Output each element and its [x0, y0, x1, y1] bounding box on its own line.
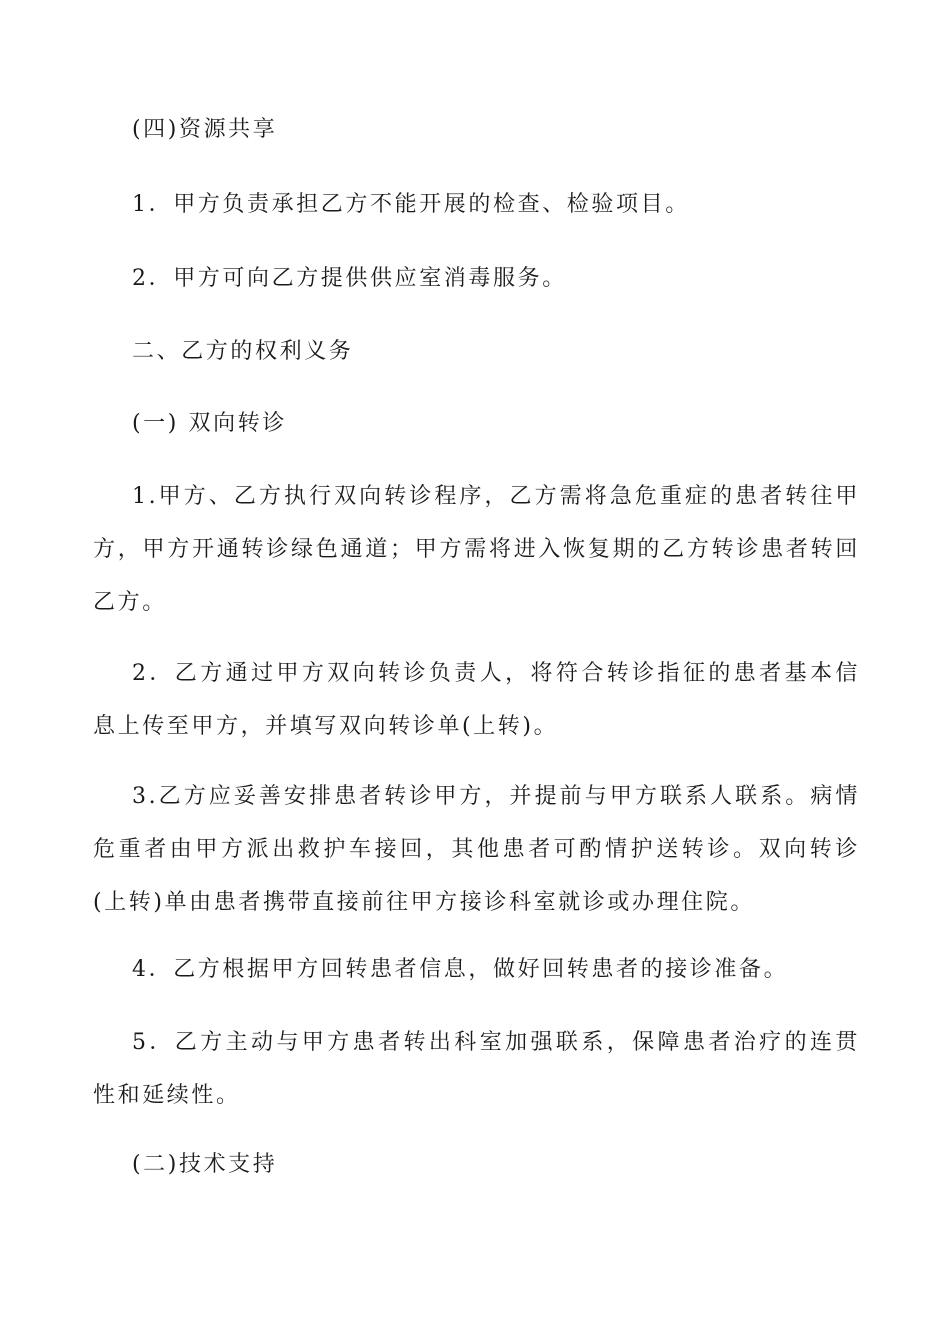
paragraph-referral-3: 3.乙方应妥善安排患者转诊甲方，并提前与甲方联系人联系。病情危重者由甲方派出救护车接回，其他患者可酌情护送转诊。双向转诊(上转)单由患者携带直接前往甲方接诊科室就诊或办理住院。	[93, 784, 860, 915]
paragraph-referral-1: 1.甲方、乙方执行双向转诊程序，乙方需将急危重症的患者转往甲方，甲方开通转诊绿色通道；甲方需将进入恢复期的乙方转诊患者转回乙方。	[93, 484, 860, 615]
paragraph-item-2: 2．甲方可向乙方提供供应室消毒服务。	[132, 266, 567, 291]
paragraph-referral-5: 5．乙方主动与甲方患者转出科室加强联系，保障患者治疗的连贯性和延续性。	[93, 1030, 860, 1108]
section-heading-party-b-rights: 二、乙方的权利义务	[132, 339, 354, 364]
paragraph-referral-2: 2．乙方通过甲方双向转诊负责人，将符合转诊指征的患者基本信息上传至甲方，并填写双向转诊单(上转)。	[93, 661, 860, 739]
section-heading-two-way-referral: (一) 双向转诊	[132, 411, 287, 436]
section-heading-technical-support: (二)技术支持	[132, 1152, 278, 1177]
paragraph-referral-4: 4．乙方根据甲方回转患者信息，做好回转患者的接诊准备。	[132, 957, 789, 982]
paragraph-item-1: 1．甲方负责承担乙方不能开展的检查、检验项目。	[132, 192, 690, 217]
section-heading-resource-sharing: (四)资源共享	[132, 117, 278, 142]
